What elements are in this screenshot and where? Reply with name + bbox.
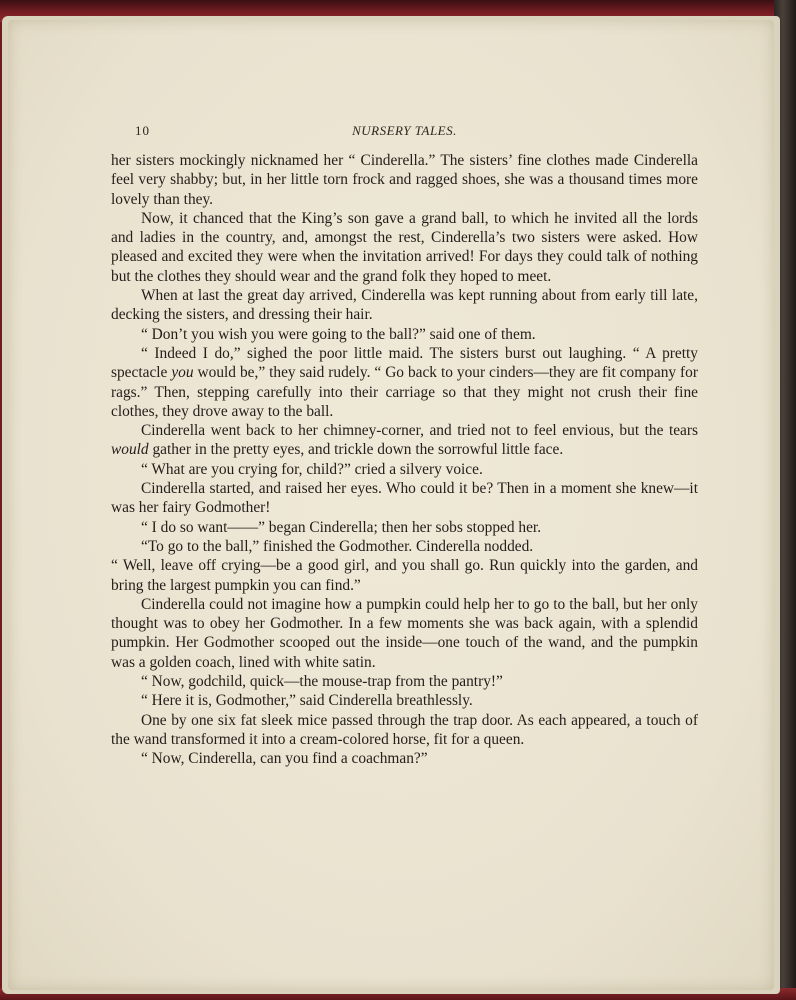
page-number: 10 bbox=[135, 123, 150, 138]
paragraph: “ Now, Cinderella, can you find a coachman?” bbox=[141, 750, 428, 768]
paragraph-text: “ Indeed I do,” sighed the poor little maid. The sisters burst out laughing. “ A pretty spectacle bbox=[111, 344, 698, 382]
paragraph: Now, it chanced that the King’s son gave a grand ball, to which he invited all the lords and ladies in the country, and, amongst the rest, Cinderella’s two sisters were asked. How pleased and excited they were when the invitation arrived! For days they could talk of nothing but the clothes they should wear and the grand folk they hoped to meet. bbox=[111, 209, 698, 285]
paragraph: “ I do so want——” began Cinderella; then her sobs stopped her. bbox=[141, 518, 542, 536]
emphasized-word: you bbox=[171, 364, 194, 382]
running-head bbox=[111, 123, 698, 143]
emphasized-word: would bbox=[111, 441, 149, 459]
paragraph bbox=[111, 421, 698, 460]
paragraph: Cinderella started, and raised her eyes. Who could it be? Then in a moment she knew—it was her fairy Godmother! bbox=[111, 480, 698, 517]
book-page bbox=[8, 20, 774, 990]
body-text bbox=[111, 151, 698, 769]
paragraph: “ What are you crying for, child?” cried a silvery voice. bbox=[141, 460, 483, 478]
paragraph: “ Here it is, Godmother,” said Cinderella breathlessly. bbox=[141, 692, 473, 710]
paragraph: When at last the great day arrived, Cinderella was kept running about from early till late, decking the sisters, and dressing their hair. bbox=[111, 287, 698, 324]
paragraph: “ Well, leave off crying—be a good girl, and you shall go. Run quickly into the garden, and bring the largest pumpkin you can find.” bbox=[111, 557, 698, 594]
paragraph: One by one six fat sleek mice passed through the trap door. As each appeared, a touch of the wand transformed it into a cream-colored horse, fit for a queen. bbox=[111, 711, 698, 748]
paragraph: “ Don’t you wish you were going to the ball?” said one of them. bbox=[141, 325, 536, 343]
paragraph: “ Now, godchild, quick—the mouse-trap from the pantry!” bbox=[141, 673, 503, 691]
paragraph-text: gather in the pretty eyes, and trickle down the sorrowful little face. bbox=[148, 441, 564, 459]
paragraph: “To go to the ball,” finished the Godmother. Cinderella nodded. bbox=[141, 537, 534, 555]
book-title: NURSERY TALES. bbox=[352, 123, 457, 138]
paragraph bbox=[111, 344, 698, 421]
paragraph: her sisters mockingly nicknamed her “ Cinderella.” The sisters’ fine clothes made Cinderella feel very shabby; but, in her little torn frock and ragged shoes, she was a thousand times more lovely than they. bbox=[111, 152, 698, 208]
paragraph: Cinderella could not imagine how a pumpkin could help her to go to the ball, but her only thought was to obey her Godmother. In a few moments she was back again, with a splendid pumpkin. Her Godmother scooped out the inside—one touch of the wand, and the pumpkin was a golden coach, lined with white satin. bbox=[111, 595, 698, 671]
paragraph-text: Cinderella went back to her chimney-corner, and tried not to feel envious, but the tears bbox=[141, 422, 698, 440]
paragraph-text: would be,” they said rudely. “ Go back to your cinders—they are fit company for rags.” Then, stepping carefully into their carriage so that they might not crush their fine clothes, they drove away to the ball. bbox=[111, 364, 698, 420]
